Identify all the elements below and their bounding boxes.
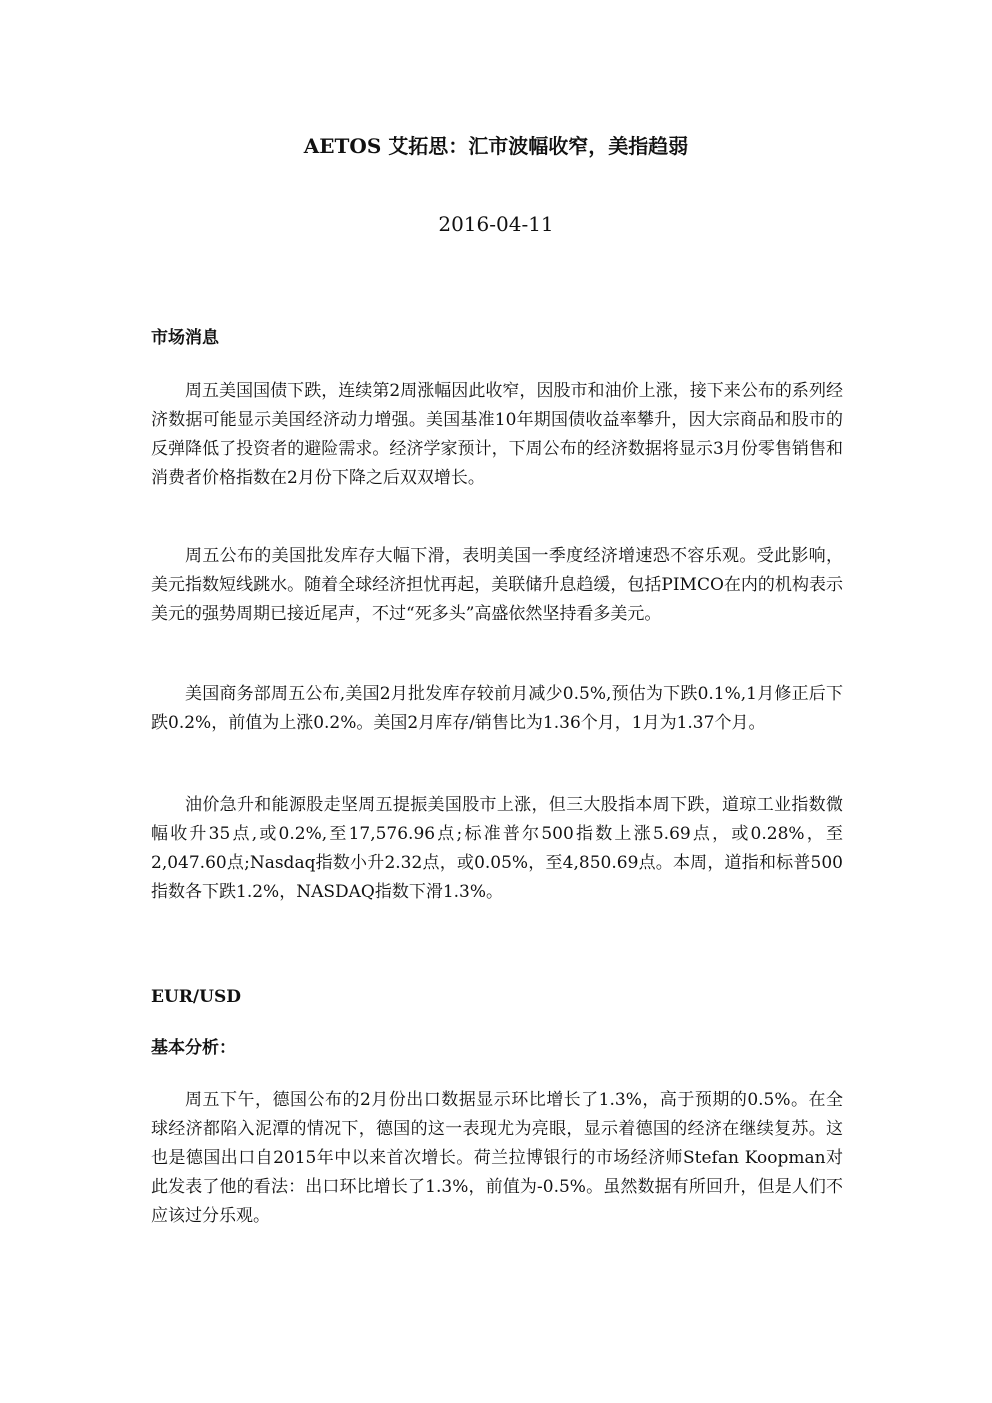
market-news-paragraph-4: 油价急升和能源股走坚周五提振美国股市上涨，但三大股指本周下跌，道琼工业指数微幅收升35点,或0.2%,至17,576.96点;标准普尔500指数上涨5.69点，或0.28%，至2,047.60点;Nasdaq指数小升2.32点，或0.05%，至4,850.69点。本周，道指和标普500指数各下跌1.2%，NASDAQ指数下滑1.3%。	[151, 795, 843, 902]
market-news-paragraph-3: 美国商务部周五公布,美国2月批发库存较前月减少0.5%,预估为下跌0.1%,1月修正后下跌0.2%，前值为上涨0.2%。美国2月库存/销售比为1.36个月，1月为1.37个月。	[151, 684, 843, 733]
market-news-paragraph-2: 周五公布的美国批发库存大幅下滑，表明美国一季度经济增速恐不容乐观。受此影响，美元指数短线跳水。随着全球经济担忧再起，美联储升息趋缓，包括PIMCO在内的机构表示美元的强势周期已接近尾声，不过“死多头”高盛依然坚持看多美元。	[151, 546, 843, 624]
section-heading-fundamental-analysis: 基本分析：	[151, 1038, 236, 1058]
market-news-paragraph-1: 周五美国国债下跌，连续第2周涨幅因此收窄，因股市和油价上涨，接下来公布的系列经济数据可能显示美国经济动力增强。美国基准10年期国债收益率攀升，因大宗商品和股市的反弹降低了投资者的避险需求。经济学家预计，下周公布的经济数据将显示3月份零售销售和消费者价格指数在2月份下降之后双双增长。	[151, 381, 843, 488]
fundamental-analysis-paragraph-1: 周五下午，德国公布的2月份出口数据显示环比增长了1.3%，高于预期的0.5%。在全球经济都陷入泥潭的情况下，德国的这一表现尤为亮眼，显示着德国的经济在继续复苏。这也是德国出口自2015年中以来首次增长。荷兰拉博银行的市场经济师Stefan Koopman对此发表了他的看法：出口环比增长了1.3%，前值为-0.5%。虽然数据有所回升，但是人们不应该过分乐观。	[151, 1090, 843, 1226]
document-title: AETOS 艾拓思：汇市波幅收窄，美指趋弱	[303, 134, 689, 158]
document-date: 2016-04-11	[438, 212, 554, 236]
currency-pair-label: EUR/USD	[151, 987, 241, 1007]
section-heading-market-news: 市场消息	[151, 328, 219, 348]
